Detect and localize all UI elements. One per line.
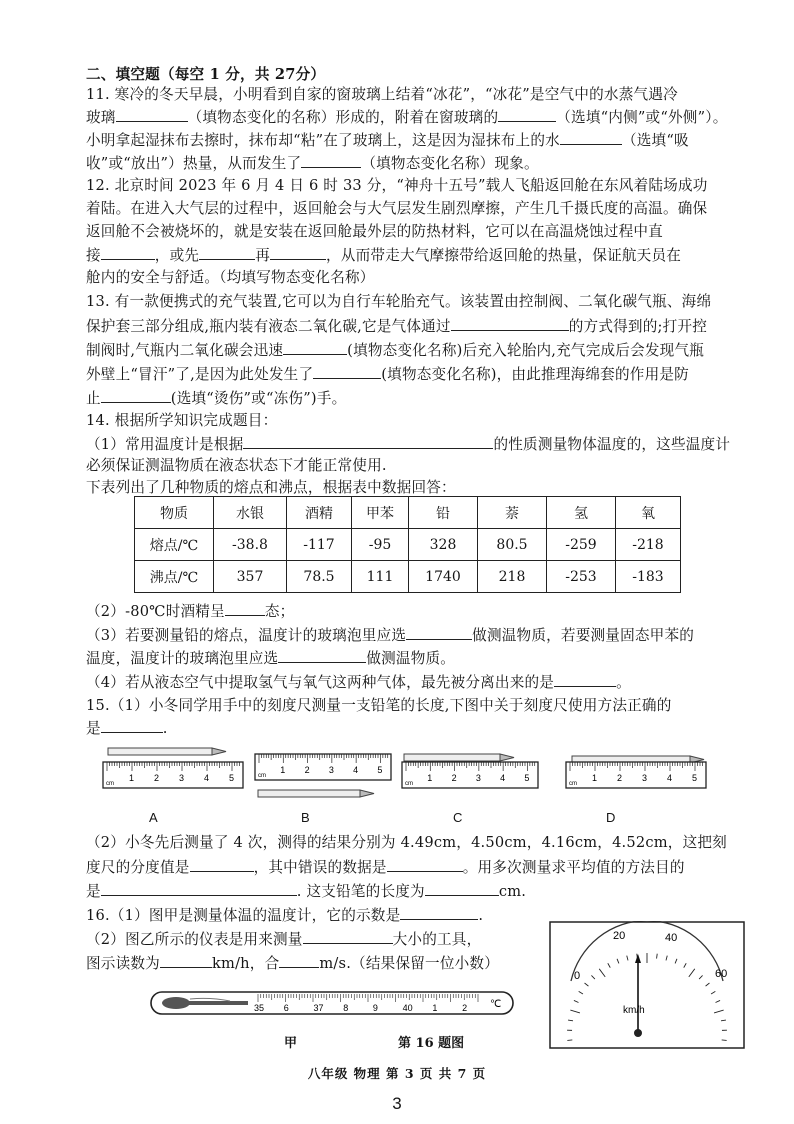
answer-blank[interactable] [160, 953, 212, 968]
answer-blank[interactable] [270, 245, 326, 260]
svg-text:5: 5 [229, 773, 235, 783]
q15-line4: 度尺的分度值是 ，其中错误的数据是 。用多次测量求平均值的方法目的 [86, 859, 685, 876]
answer-blank[interactable] [554, 672, 616, 687]
q13-line5: 止 (选填“烫伤”或“冻伤”)手。 [86, 390, 347, 407]
table-cell: -259 [547, 529, 616, 561]
q14-part2: （2）-80℃时酒精呈 态； [86, 603, 295, 620]
svg-text:4: 4 [353, 765, 359, 775]
q12-line5: 舱内的安全与舒适。（均填写物态变化名称） [86, 269, 375, 286]
answer-blank[interactable] [225, 601, 265, 616]
q15-line1: 15.（1）小冬同学用手中的刻度尺测量一支铅笔的长度,下图中关于刻度尺使用方法正确的 [86, 697, 672, 714]
table-cell: -95 [352, 529, 409, 561]
thermometer-tick-label: 37 [313, 1003, 324, 1013]
figure-label-jia: 甲 [284, 1036, 298, 1051]
table-cell: -117 [287, 529, 352, 561]
svg-text:1: 1 [427, 773, 433, 783]
answer-blank[interactable] [303, 929, 393, 944]
gauge-label: 20 [613, 930, 626, 942]
svg-text:5: 5 [692, 773, 698, 783]
table-cell: -253 [547, 561, 616, 593]
answer-blank[interactable] [101, 881, 297, 896]
table-cell: 氢 [547, 497, 616, 529]
answer-blank[interactable] [101, 245, 155, 260]
thermometer-tick-label: 9 [372, 1003, 378, 1013]
q12-line3: 返回舱不会被烧坏的，就是安装在返回舱最外层的防热材料，它可以在高温烧蚀过程中直 [86, 223, 663, 240]
svg-text:3: 3 [328, 765, 334, 775]
table-cell: -218 [616, 529, 681, 561]
answer-blank[interactable] [278, 648, 366, 663]
answer-blank[interactable] [279, 953, 319, 968]
svg-text:5: 5 [377, 765, 383, 775]
q11-line3: 小明拿起湿抹布去擦时，抹布却“粘”在了玻璃上，这是因为湿抹布上的水 （选填“吸 [86, 132, 689, 149]
thermometer-tick-label: 8 [343, 1003, 349, 1013]
thermometer-figure [150, 985, 520, 1025]
answer-blank[interactable] [199, 245, 255, 260]
table-cell: -183 [616, 561, 681, 593]
q11-line1: 11. 寒冷的冬天早晨，小明看到自家的窗玻璃上结着“冰花”，“冰花”是空气中的水蒸气遇冷 [86, 86, 678, 103]
q14-part1: （1）常用温度计是根据 的性质测量物体温度的，这些温度计 [86, 436, 731, 453]
ruler-unit: cm [258, 773, 266, 779]
ruler-unit: cm [405, 781, 413, 787]
pencil [258, 790, 374, 797]
answer-blank[interactable] [190, 857, 254, 872]
q16-line2: （2）图乙所示的仪表是用来测量 大小的工具， [86, 931, 482, 948]
thermometer-unit: ℃ [490, 999, 502, 1010]
q13-line4: 外壁上“冒汗”了,是因为此处发生了 (填物态变化名称)，由此推理海绵套的作用是防 [86, 366, 689, 383]
thermometer-tick-label: 6 [283, 1003, 289, 1013]
q14-part3: （3）若要测量铅的熔点，温度计的玻璃泡里应选 做测温物质，若要测量固态甲苯的 [86, 627, 695, 644]
svg-text:3: 3 [179, 773, 185, 783]
table-row [135, 529, 681, 561]
melting-boiling-table [134, 496, 681, 593]
q12-line4: 接 ，或先 再 ，从而带走大气摩擦带给返回舱的热量，保证航天员在 [86, 247, 682, 264]
q11-line2: 玻璃 （填物态变化的名称）形成的，附着在窗玻璃的 （选填“内侧”或“外侧”）。 [86, 109, 728, 126]
ruler-c [402, 754, 538, 788]
table-cell: 1740 [409, 561, 478, 593]
svg-text:4: 4 [667, 773, 673, 783]
table-cell: 萘 [478, 497, 547, 529]
svg-text:1: 1 [129, 773, 135, 783]
table-cell: 氧 [616, 497, 681, 529]
table-cell: 218 [478, 561, 547, 593]
pencil [404, 754, 514, 761]
gauge-label: 60 [715, 968, 728, 980]
q16-line3: 图示读数为 km/h，合 m/s.（结果保留一位小数） [86, 955, 499, 972]
figure-label-d: D [606, 810, 616, 825]
table-row [135, 561, 681, 593]
thermometer-tick-label: 40 [402, 1003, 413, 1013]
table-cell: 沸点/℃ [135, 561, 214, 593]
answer-blank[interactable] [101, 718, 163, 733]
q14-part1-cont: 必须保证测温物质在液态状态下才能正常使用. [86, 457, 387, 474]
q13-line3: 制阀时,气瓶内二氧化碳会迅速 (填物态变化名称)后充入轮胎内,充气完成后会发现气瓶 [86, 342, 705, 359]
answer-blank[interactable] [406, 625, 472, 640]
table-cell: 铅 [409, 497, 478, 529]
table-cell: 78.5 [287, 561, 352, 593]
svg-text:2: 2 [617, 773, 623, 783]
q15-line5: 是 . 这支铅笔的长度为 cm. [86, 883, 527, 900]
table-cell: -38.8 [214, 529, 287, 561]
section-title: 二、填空题（每空 1 分，共 27分） [86, 66, 326, 83]
figure-title: 第 16 题图 [398, 1036, 465, 1051]
ruler-d [566, 756, 706, 788]
q15-line3: （2）小冬先后测量了 4 次，测得的结果分别为 4.49cm，4.50cm，4.16cm，4.52cm，这把刻 [86, 834, 727, 851]
ruler-b [255, 754, 391, 797]
answer-blank[interactable] [301, 153, 361, 168]
thermometer-tick-label: 2 [462, 1003, 468, 1013]
svg-text:1: 1 [280, 765, 286, 775]
answer-blank[interactable] [387, 857, 463, 872]
table-cell: 甲苯 [352, 497, 409, 529]
table-cell: 328 [409, 529, 478, 561]
answer-blank[interactable] [243, 434, 493, 449]
table-cell: 111 [352, 561, 409, 593]
svg-text:3: 3 [642, 773, 648, 783]
answer-blank[interactable] [498, 107, 556, 122]
answer-blank[interactable] [400, 905, 478, 920]
svg-text:2: 2 [154, 773, 160, 783]
svg-text:1: 1 [592, 773, 598, 783]
table-cell: 357 [214, 561, 287, 593]
gauge-label: 0 [574, 970, 581, 982]
svg-text:5: 5 [524, 773, 530, 783]
q14-part3-cont: 温度，温度计的玻璃泡里应选 做测温物质。 [86, 650, 456, 667]
ruler-a [103, 748, 243, 788]
table-cell: 熔点/℃ [135, 529, 214, 561]
q15-line2: 是 . [86, 720, 168, 737]
figure-label-b: B [301, 810, 310, 825]
q11-line4: 收”或“放出”）热量，从而发生了 （填物态变化名称）现象。 [86, 155, 539, 172]
q13-line2: 保护套三部分组成,瓶内装有液态二氧化碳,它是气体通过 的方式得到的;打开控 [86, 318, 707, 335]
table-header-row [135, 497, 681, 529]
answer-blank[interactable] [313, 364, 381, 379]
q16-line1: 16.（1）图甲是测量体温的温度计，它的示数是 . [86, 907, 484, 924]
svg-text:2: 2 [451, 773, 457, 783]
figure-label-c: C [453, 810, 463, 825]
page-footer: 八年级 物理 第 3 页 共 7 页 [307, 1066, 487, 1081]
q13-line1: 13. 有一款便携式的充气装置,它可以为自行车轮胎充气。该装置由控制阀、二氧化碳气瓶、海绵 [86, 293, 712, 310]
svg-text:3: 3 [475, 773, 481, 783]
speedometer-figure [549, 921, 745, 1049]
q14-part4: （4）若从液态空气中提取氢气与氧气这两种气体，最先被分离出来的是 。 [86, 674, 631, 691]
answer-blank[interactable] [560, 130, 622, 145]
table-cell: 物质 [135, 497, 214, 529]
answer-blank[interactable] [101, 388, 171, 403]
page-number: 3 [392, 1094, 402, 1113]
svg-text:4: 4 [204, 773, 210, 783]
svg-text:2: 2 [304, 765, 310, 775]
q14-intro: 14. 根据所学知识完成题目： [86, 412, 278, 429]
gauge-unit: km/h [623, 1005, 645, 1016]
ruler-figure [0, 740, 794, 830]
table-cell: 80.5 [478, 529, 547, 561]
q14-table-intro: 下表列出了几种物质的熔点和沸点，根据表中数据回答： [86, 479, 456, 496]
ruler-unit: cm [106, 781, 114, 787]
answer-blank[interactable] [451, 316, 569, 331]
ruler-unit: cm [569, 781, 577, 787]
answer-blank[interactable] [116, 107, 188, 122]
answer-blank[interactable] [283, 340, 347, 355]
svg-text:4: 4 [500, 773, 506, 783]
answer-blank[interactable] [425, 881, 499, 896]
thermometer-tick-label: 35 [254, 1003, 265, 1013]
figure-label-a: A [149, 810, 158, 825]
table-cell: 酒精 [287, 497, 352, 529]
q12-line2: 着陆。在进入大气层的过程中，返回舱会与大气层发生剧烈摩擦，产生几千摄氏度的高温。确保 [86, 200, 708, 217]
pencil [108, 748, 226, 755]
thermometer-tick-label: 1 [432, 1003, 438, 1013]
q12-line1: 12. 北京时间 2023 年 6 月 4 日 6 时 33 分，“神舟十五号”载人飞船返回舱在东风着陆场成功 [86, 177, 708, 194]
table-cell: 水银 [214, 497, 287, 529]
gauge-label: 40 [665, 932, 678, 944]
